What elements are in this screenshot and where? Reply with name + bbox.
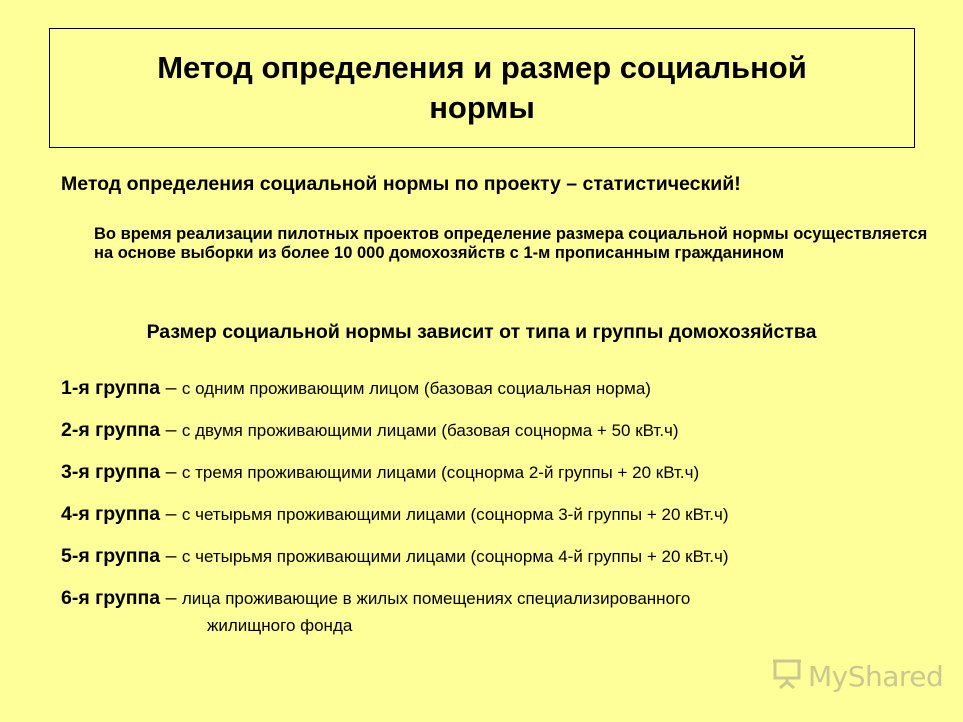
list-item-group-2 (61, 419, 941, 461)
group-dash: – (160, 503, 182, 525)
page-title: Метод определения и размер социальной нормы (157, 50, 807, 125)
group-name: 1-я группа (61, 377, 161, 399)
group-dash: – (160, 587, 182, 609)
group-name: 5-я группа (61, 545, 161, 567)
logo-text: MyShared (808, 660, 944, 693)
group-dash: – (160, 419, 182, 441)
group-description: с четырьмя проживающими лицами (соцнорма 4-й группы + 20 кВт.ч) (181, 547, 729, 566)
list-item-group-4 (61, 503, 941, 545)
group-name: 2-я группа (61, 419, 161, 441)
size-statement: Размер социальной нормы зависит от типа и группы домохозяйства (146, 321, 817, 343)
group-name: 4-я группа (61, 503, 161, 525)
list-item-group-1 (61, 377, 941, 419)
group-description: с одним проживающим лицом (базовая социальная норма) (181, 379, 651, 398)
group-name: 3-я группа (61, 461, 161, 483)
pilot-description: Во время реализации пилотных проектов определение размера социальной нормы осуществляется на основе выборки из более 10 000 домохозяйств с 1-м прописанным гражданином (94, 225, 928, 262)
group-name: 6-я группа (61, 587, 161, 609)
group-dash: – (160, 377, 182, 399)
group-description: с тремя проживающими лицами (соцнорма 2-й группы + 20 кВт.ч) (181, 463, 700, 482)
presentation-board-icon (770, 657, 804, 696)
group-description: лица проживающие в жилых помещениях специализированного (181, 589, 691, 608)
myshared-logo (770, 657, 943, 696)
group-description-continued: жилищного фонда (207, 616, 353, 635)
title-box (49, 28, 915, 148)
group-description: с двумя проживающими лицами (базовая соцнорма + 50 кВт.ч) (181, 421, 679, 440)
group-dash: – (160, 545, 182, 567)
list-item-group-3 (61, 461, 941, 503)
list-item-group-6 (61, 587, 941, 636)
method-statement: Метод определения социальной нормы по проекту – статистический! (61, 173, 741, 195)
group-description: с четырьмя проживающими лицами (соцнорма 3-й группы + 20 кВт.ч) (181, 505, 729, 524)
list-item-group-5 (61, 545, 941, 587)
group-list (61, 377, 941, 636)
group-dash: – (160, 461, 182, 483)
